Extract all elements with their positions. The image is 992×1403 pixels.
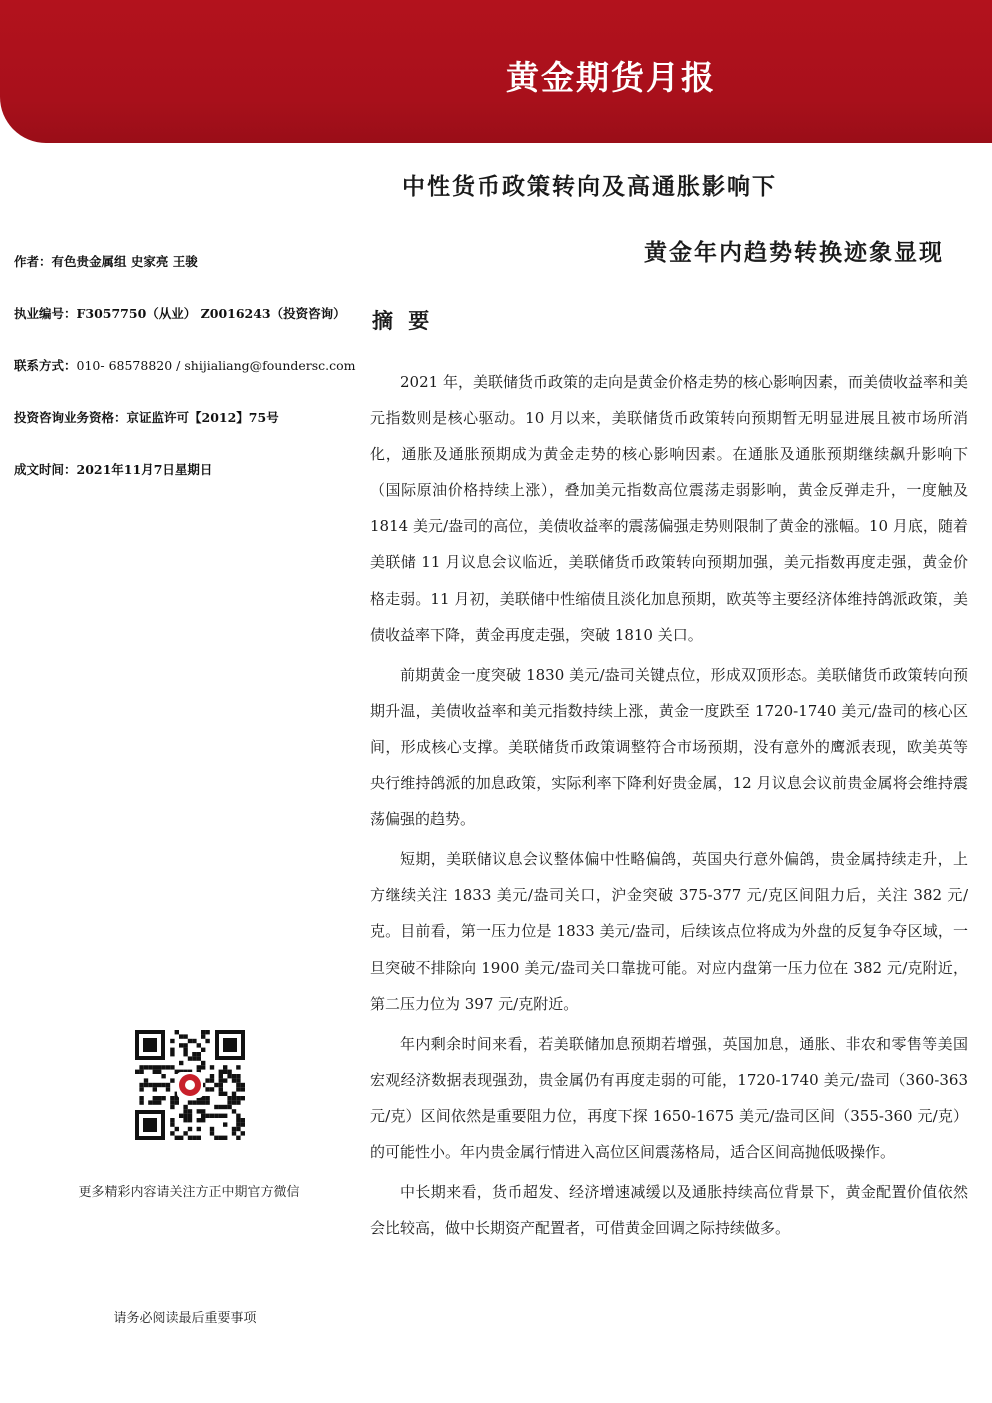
date-info <box>14 460 212 478</box>
summary-body <box>370 364 968 1250</box>
report-type-title: 黄金期货月报 <box>506 58 716 97</box>
qr-caption: 更多精彩内容请关注方正中期官方微信 <box>78 1185 300 1200</box>
date-label: 成文时间： <box>14 462 77 477</box>
header-banner <box>0 0 992 143</box>
report-title-line1: 中性货币政策转向及高通胀影响下 <box>402 173 777 200</box>
summary-paragraph: 年内剩余时间来看，若美联储加息预期若增强，英国加息，通胀、非农和零售等美国宏观经济数据表现强劲，贵金属仍有再度走弱的可能，1720-1740 美元/盎司（360-363 元/克）区间依然是重要阻力位，再度下探 1650-1675 美元/盎司区间（355-360 元/克）的可能性小。年内贵金属行情进入高位区间震荡格局，适合区间高抛低吸操作。 <box>370 1034 968 1161</box>
qualification-value: 京证监许可【2012】75号 <box>126 410 279 425</box>
author-label: 作者： <box>14 254 52 269</box>
summary-paragraph: 2021 年，美联储货币政策的走向是黄金价格走势的核心影响因素，而美债收益率和美元指数则是核心驱动。10 月以来，美联储货币政策转向预期暂无明显进展且被市场所消化，通胀及通胀预期成为黄金走势的核心影响因素。在通胀及通胀预期继续飙升影响下（国际原油价格持续上涨），叠加美元指数高位震荡走弱影响，黄金反弹走升，一度触及 1814 美元/盎司的高位，美债收益率的震荡偏强走势则限制了黄金的涨幅。10 月底，随着美联储 11 月议息会议临近，美联储货币政策转向预期加强，美元指数再度走强，黄金价格走弱。11 月初，美联储中性缩债且淡化加息预期，欧英等主要经济体维持鸽派政策，美债收益率下降，黄金再度走强，突破 1810 关口。 <box>370 373 968 644</box>
summary-paragraph: 短期，美联储议息会议整体偏中性略偏鸽，英国央行意外偏鸽，贵金属持续走升，上方继续关注 1833 美元/盎司关口，沪金突破 375-377 元/克区间阻力后，关注 382 元/克。目前看，第一压力位是 1833 美元/盎司，后续该点位将成为外盘的反复争夺区域，一旦突破不排除向 1900 美元/盎司关口靠拢可能。对应内盘第一压力位在 382 元/克附近，第二压力位为 397 元/克附近。 <box>370 850 968 1013</box>
contact-label: 联系方式： <box>14 358 77 373</box>
qualification-label: 投资咨询业务资格： <box>14 410 127 425</box>
important-notice: 请务必阅读最后重要事项 <box>113 1311 257 1326</box>
qualification-info <box>14 408 279 426</box>
license-label: 执业编号： <box>14 306 77 321</box>
contact-info <box>14 356 356 374</box>
summary-paragraph: 前期黄金一度突破 1830 美元/盎司关键点位，形成双顶形态。美联储货币政策转向预期升温，美债收益率和美元指数持续上涨，黄金一度跌至 1720-1740 美元/盎司的核心区间，形成核心支撑。美联储货币政策调整符合市场预期，没有意外的鹰派表现，欧美英等央行维持鸽派的加息政策，实际利率下降利好贵金属，12 月议息会议前贵金属将会维持震荡偏强的趋势。 <box>370 665 968 829</box>
contact-value[interactable]: 010- 68578820 / shijialiang@foundersc.com <box>76 358 356 373</box>
summary-paragraph: 中长期来看，货币超发、经济增速减缓以及通胀持续高位背景下，黄金配置价值依然会比较高，做中长期资产配置者，可借黄金回调之际持续做多。 <box>370 1183 968 1238</box>
wechat-qr-code <box>135 1030 245 1140</box>
date-value: 2021年11月7日星期日 <box>76 462 213 477</box>
license-value: F3057750（从业） Z0016243（投资咨询） <box>76 306 346 321</box>
report-title-line2: 黄金年内趋势转换迹象显现 <box>644 239 944 266</box>
summary-heading: 摘 要 <box>372 308 434 333</box>
author-info <box>14 252 198 270</box>
author-value: 有色贵金属组 史家亮 王骏 <box>51 254 198 269</box>
license-info <box>14 304 346 322</box>
